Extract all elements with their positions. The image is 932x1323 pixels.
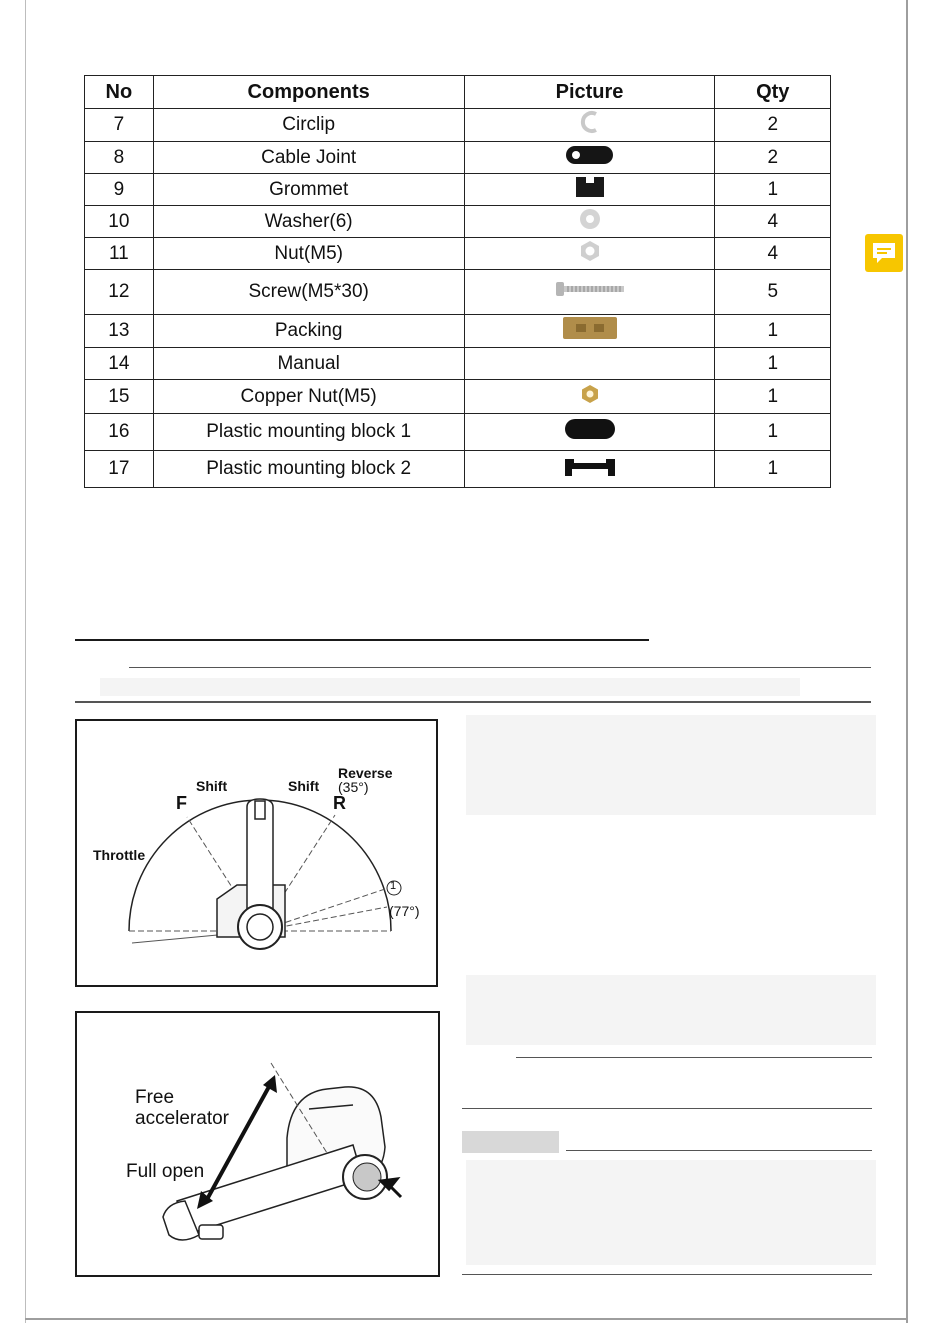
row-picture: [464, 348, 715, 380]
section-rule-faint: [462, 1274, 872, 1275]
cable-joint-icon: [565, 144, 615, 166]
row-name: Circlip: [153, 109, 464, 142]
shift-left-label: Shift: [196, 778, 228, 794]
header-components: Components: [153, 76, 464, 109]
section-rule: [75, 639, 649, 641]
table-header-row: [85, 76, 831, 109]
row-picture: [464, 451, 715, 488]
section-rule-faint: [566, 1150, 872, 1151]
row-name: Manual: [153, 348, 464, 380]
full-angle-label: (77°): [389, 903, 420, 919]
row-picture: [464, 238, 715, 270]
page-edge-left: [25, 0, 26, 1323]
table-row: [85, 270, 831, 315]
row-name: Cable Joint: [153, 142, 464, 174]
marker-label: 1: [390, 880, 397, 892]
packing-icon: [562, 315, 618, 341]
page-edge-bottom: [25, 1318, 907, 1320]
row-qty: 5: [715, 270, 831, 315]
full-open-label: Full open: [126, 1161, 205, 1182]
row-qty: 1: [715, 315, 831, 348]
row-no: 12: [85, 270, 154, 315]
nut-icon: [578, 239, 602, 263]
row-no: 14: [85, 348, 154, 380]
table-row: [85, 315, 831, 348]
row-name: Grommet: [153, 174, 464, 206]
row-qty: 2: [715, 109, 831, 142]
table-row: [85, 348, 831, 380]
reverse-label: Reverse: [338, 765, 393, 781]
row-qty: 2: [715, 142, 831, 174]
forward-label: F: [176, 793, 187, 813]
row-qty: 1: [715, 414, 831, 451]
row-name: Nut(M5): [153, 238, 464, 270]
circlip-icon: [578, 109, 602, 135]
table-row: [85, 238, 831, 270]
mounting-block-2-icon: [564, 455, 616, 477]
row-no: 9: [85, 174, 154, 206]
row-no: 15: [85, 380, 154, 414]
faded-text-block: [100, 678, 800, 696]
reverse-angle-label: (35°): [338, 779, 369, 795]
shift-right-label: Shift: [288, 778, 320, 794]
row-qty: 1: [715, 174, 831, 206]
row-no: 17: [85, 451, 154, 488]
section-rule-faint: [129, 667, 871, 668]
row-no: 7: [85, 109, 154, 142]
row-qty: 4: [715, 206, 831, 238]
table-row: [85, 414, 831, 451]
lever-diagram: [77, 1013, 438, 1275]
page-edge-right: [906, 0, 908, 1323]
row-picture: [464, 109, 715, 142]
table-row: [85, 142, 831, 174]
copper-nut-icon: [580, 384, 600, 404]
row-no: 10: [85, 206, 154, 238]
table-row: [85, 206, 831, 238]
row-qty: 1: [715, 451, 831, 488]
row-no: 8: [85, 142, 154, 174]
row-picture: [464, 315, 715, 348]
header-qty: Qty: [715, 76, 831, 109]
row-name: Washer(6): [153, 206, 464, 238]
components-table: [84, 75, 831, 488]
grommet-icon: [574, 175, 606, 199]
row-picture: [464, 414, 715, 451]
row-picture: [464, 174, 715, 206]
row-no: 13: [85, 315, 154, 348]
row-name: Plastic mounting block 2: [153, 451, 464, 488]
header-picture: Picture: [464, 76, 715, 109]
free-accelerator-figure: [75, 1011, 440, 1277]
row-picture: [464, 380, 715, 414]
mounting-block-1-icon: [564, 418, 616, 440]
table-row: [85, 174, 831, 206]
table-row: [85, 109, 831, 142]
row-picture: [464, 206, 715, 238]
faded-heading-tag: [462, 1131, 559, 1153]
table-row: [85, 451, 831, 488]
throttle-angle-figure: [75, 719, 438, 987]
row-name: Packing: [153, 315, 464, 348]
row-name: Copper Nut(M5): [153, 380, 464, 414]
row-picture: [464, 270, 715, 315]
throttle-label: Throttle: [93, 847, 146, 863]
faded-text-block: [466, 975, 876, 1045]
row-name: Plastic mounting block 1: [153, 414, 464, 451]
row-no: 16: [85, 414, 154, 451]
faded-text-block: [466, 715, 876, 815]
reverse-letter-label: R: [333, 793, 346, 813]
faded-text-block: [466, 1160, 876, 1265]
row-qty: 1: [715, 348, 831, 380]
free-label: Free: [135, 1087, 175, 1108]
screw-icon: [554, 279, 626, 299]
row-picture: [464, 142, 715, 174]
washer-icon: [578, 207, 602, 231]
header-no: No: [85, 76, 154, 109]
section-rule-faint: [462, 1108, 872, 1109]
row-name: Screw(M5*30): [153, 270, 464, 315]
section-rule-faint: [75, 701, 871, 703]
row-no: 11: [85, 238, 154, 270]
row-qty: 4: [715, 238, 831, 270]
table-row: [85, 380, 831, 414]
comment-icon[interactable]: [865, 234, 903, 272]
section-rule-faint: [516, 1057, 872, 1058]
row-qty: 1: [715, 380, 831, 414]
accelerator-label: accelerator: [135, 1108, 229, 1129]
